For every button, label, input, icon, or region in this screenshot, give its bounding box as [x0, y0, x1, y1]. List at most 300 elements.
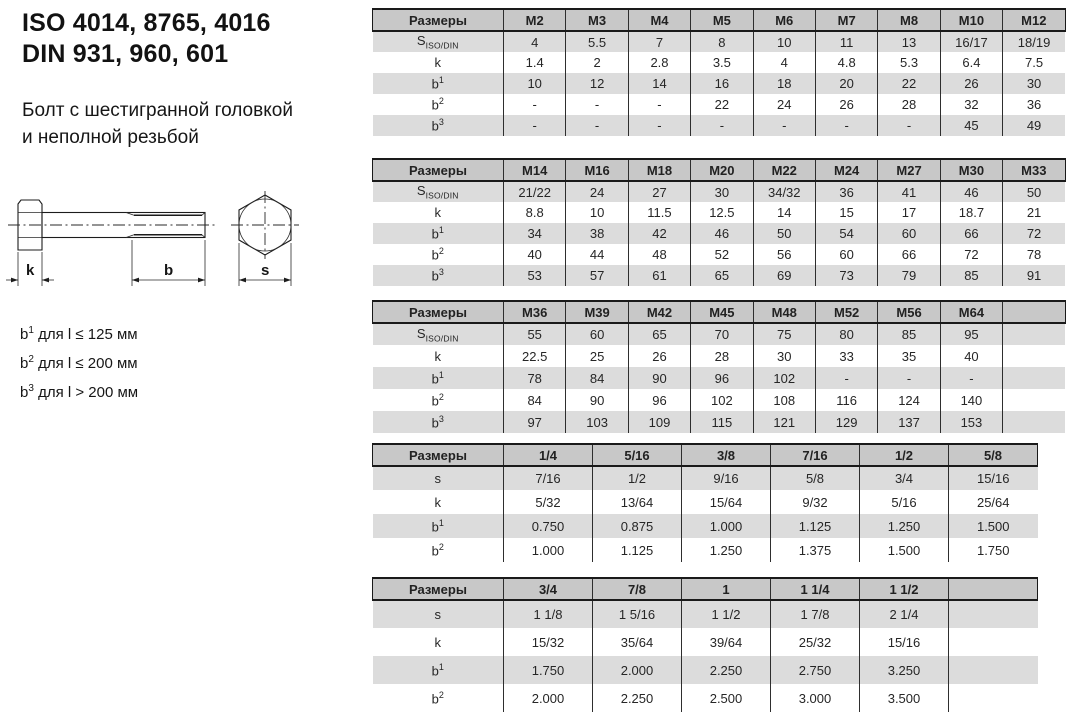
dimension-table-inch-34-112 — [372, 577, 1038, 712]
table-cell: 2.250 — [593, 684, 682, 712]
product-description — [22, 97, 367, 151]
table-cell: 5.3 — [878, 52, 940, 73]
table-cell: 5/8 — [771, 466, 860, 490]
table-cell: 49 — [1003, 115, 1065, 136]
table-cell: 61 — [628, 265, 690, 286]
table-cell: 57 — [566, 265, 628, 286]
table-cell: 1 1/8 — [504, 600, 593, 628]
table-header-cell: 5/16 — [593, 444, 682, 466]
dimension-table-inch-14-58 — [372, 443, 1038, 562]
table-cell: 11 — [815, 31, 877, 52]
table-cell: 95 — [940, 323, 1002, 345]
table-cell: 26 — [628, 345, 690, 367]
table-cell: 35/64 — [593, 628, 682, 656]
table-cell: 90 — [628, 367, 690, 389]
table-cell: 65 — [628, 323, 690, 345]
table-cell: 153 — [940, 411, 1002, 433]
product-description-line1: Болт с шестигранной головкой — [22, 100, 293, 121]
table-cell: 13 — [878, 31, 940, 52]
table-cell: 42 — [628, 223, 690, 244]
table-header-cell-empty — [1003, 301, 1065, 323]
table-cell: - — [878, 115, 940, 136]
table-header-cell: M6 — [753, 9, 815, 31]
dimension-k-label: k — [26, 262, 35, 279]
table-cell: 40 — [504, 244, 566, 265]
row-label: $b^2$ — [373, 94, 504, 115]
table-cell: 60 — [815, 244, 877, 265]
table-cell: 28 — [691, 345, 753, 367]
table-cell: 1.000 — [682, 514, 771, 538]
table-cell: 1.250 — [860, 514, 949, 538]
table-cell: 5/16 — [860, 490, 949, 514]
table-cell: 70 — [691, 323, 753, 345]
row-label: s — [373, 600, 504, 628]
table-cell: 15/32 — [504, 628, 593, 656]
table-cell — [1003, 367, 1065, 389]
table-cell: 1.250 — [682, 538, 771, 562]
table-cell: - — [628, 115, 690, 136]
table-cell: 53 — [504, 265, 566, 286]
arrowhead — [11, 278, 18, 283]
table-cell: 15/16 — [860, 628, 949, 656]
row-label: $b^2$ — [373, 244, 504, 265]
table-cell: 75 — [753, 323, 815, 345]
table-cell: 52 — [691, 244, 753, 265]
row-label: k — [373, 202, 504, 223]
bolt-technical-drawing — [2, 190, 322, 300]
table-row — [373, 490, 1038, 514]
table-header-cell: Размеры — [373, 159, 504, 181]
table-cell: 54 — [815, 223, 877, 244]
table-cell: 30 — [1003, 73, 1065, 94]
table-row — [373, 656, 1038, 684]
table-cell: 1 1/2 — [682, 600, 771, 628]
table-cell: 78 — [504, 367, 566, 389]
table-cell: 8 — [691, 31, 753, 52]
table-cell: 72 — [940, 244, 1002, 265]
dimension-b — [132, 240, 205, 286]
table-cell: 108 — [753, 389, 815, 411]
table-cell: 97 — [504, 411, 566, 433]
table-row — [373, 115, 1066, 136]
table-cell: 102 — [753, 367, 815, 389]
table-cell: 20 — [815, 73, 877, 94]
table-header-cell: M8 — [878, 9, 940, 31]
arrowhead — [284, 278, 291, 283]
table-cell: 24 — [753, 94, 815, 115]
table-cell: 18 — [753, 73, 815, 94]
table-cell: 14 — [628, 73, 690, 94]
table-cell: 30 — [753, 345, 815, 367]
table-cell: 85 — [940, 265, 1002, 286]
table-header-cell: M48 — [753, 301, 815, 323]
arrowhead — [132, 278, 139, 283]
table-cell: 5.5 — [566, 31, 628, 52]
table-cell: 78 — [1003, 244, 1065, 265]
table-header-cell: M33 — [1003, 159, 1065, 181]
table-cell: 3.500 — [860, 684, 949, 712]
table-cell: 2.000 — [593, 656, 682, 684]
arrowhead — [239, 278, 246, 283]
row-label: $b^3$ — [373, 115, 504, 136]
table-cell: 50 — [1003, 181, 1065, 202]
table-header-cell: 5/8 — [949, 444, 1038, 466]
table-cell: 36 — [1003, 94, 1065, 115]
table-cell: 1 5/16 — [593, 600, 682, 628]
row-label: $S_{ISO/DIN}$ — [373, 31, 504, 52]
table-header-row — [373, 301, 1066, 323]
row-label: k — [373, 490, 504, 514]
table-header-cell: M27 — [878, 159, 940, 181]
table-cell: 1.750 — [949, 538, 1038, 562]
table-header-cell: M12 — [1003, 9, 1065, 31]
table-header-cell: M7 — [815, 9, 877, 31]
table-cell: 1 7/8 — [771, 600, 860, 628]
table-cell: 24 — [566, 181, 628, 202]
table-cell: 2 — [566, 52, 628, 73]
table-cell: 22 — [691, 94, 753, 115]
table-cell: 96 — [691, 367, 753, 389]
table-cell: 1.000 — [504, 538, 593, 562]
table-row — [373, 323, 1066, 345]
table-header-cell: M5 — [691, 9, 753, 31]
table-cell: 55 — [504, 323, 566, 345]
table-cell: 46 — [940, 181, 1002, 202]
row-label: $b^1$ — [373, 73, 504, 94]
table-header-row — [373, 9, 1066, 31]
row-label: $b^2$ — [373, 538, 504, 562]
table-header-cell: M42 — [628, 301, 690, 323]
table-cell: 109 — [628, 411, 690, 433]
table-header-cell: M18 — [628, 159, 690, 181]
dimension-b-label: b — [164, 262, 174, 279]
table-cell: 40 — [940, 345, 1002, 367]
table-header-cell: 3/4 — [504, 578, 593, 600]
table-cell: 4 — [504, 31, 566, 52]
table-header-row — [373, 444, 1038, 466]
table-cell: 3.000 — [771, 684, 860, 712]
table-header-cell: 1 1/4 — [771, 578, 860, 600]
table-header-cell: Размеры — [373, 578, 504, 600]
thread-length-footnotes — [20, 318, 138, 405]
table-cell: 22 — [878, 73, 940, 94]
table-cell: 0.875 — [593, 514, 682, 538]
table-cell: 2.500 — [682, 684, 771, 712]
table-header-cell: 7/16 — [771, 444, 860, 466]
table-cell — [1003, 345, 1065, 367]
table-cell: 15/64 — [682, 490, 771, 514]
table-cell: 2.750 — [771, 656, 860, 684]
row-label: $b^3$ — [373, 265, 504, 286]
table-row — [373, 367, 1066, 389]
footnote-line: $b^1$ для l ≤ 125 мм — [20, 325, 138, 343]
table-cell: 22.5 — [504, 345, 566, 367]
table-header-cell: Размеры — [373, 301, 504, 323]
table-cell: 18/19 — [1003, 31, 1065, 52]
table-cell: 45 — [940, 115, 1002, 136]
table-cell: 44 — [566, 244, 628, 265]
table-cell: 15 — [815, 202, 877, 223]
table-cell: 90 — [566, 389, 628, 411]
table-header-cell: M3 — [566, 9, 628, 31]
table-header-cell: M2 — [504, 9, 566, 31]
table-header-cell: 3/8 — [682, 444, 771, 466]
table-header-cell: M4 — [628, 9, 690, 31]
table-cell: 25 — [566, 345, 628, 367]
table-cell: 16 — [691, 73, 753, 94]
table-cell — [949, 684, 1038, 712]
table-cell: 7.5 — [1003, 52, 1065, 73]
table-header-cell: Размеры — [373, 9, 504, 31]
table-header-cell: M16 — [566, 159, 628, 181]
bolt-end-view — [231, 191, 299, 259]
table-cell: 4.8 — [815, 52, 877, 73]
row-label: $S_{ISO/DIN}$ — [373, 323, 504, 345]
table-cell: 79 — [878, 265, 940, 286]
row-label: $S_{ISO/DIN}$ — [373, 181, 504, 202]
table-row — [373, 600, 1038, 628]
table-cell: 11.5 — [628, 202, 690, 223]
table-cell: 84 — [504, 389, 566, 411]
table-header-cell: 1 — [682, 578, 771, 600]
table-cell: - — [815, 367, 877, 389]
table-row — [373, 345, 1066, 367]
table-cell: 21/22 — [504, 181, 566, 202]
table-cell — [949, 628, 1038, 656]
table-cell: 39/64 — [682, 628, 771, 656]
table-cell: 1/2 — [593, 466, 682, 490]
table-cell — [949, 656, 1038, 684]
table-cell: 129 — [815, 411, 877, 433]
table-cell — [1003, 323, 1065, 345]
table-cell: 80 — [815, 323, 877, 345]
table-cell: 102 — [691, 389, 753, 411]
table-cell: 2 1/4 — [860, 600, 949, 628]
table-header-cell-empty — [949, 578, 1038, 600]
table-cell: 4 — [753, 52, 815, 73]
table-cell: 121 — [753, 411, 815, 433]
row-label: $b^2$ — [373, 684, 504, 712]
table-header-cell: 1/4 — [504, 444, 593, 466]
table-cell: 33 — [815, 345, 877, 367]
table-cell: 21 — [1003, 202, 1065, 223]
table-cell: 7 — [628, 31, 690, 52]
table-cell: - — [504, 94, 566, 115]
table-header-cell: M24 — [815, 159, 877, 181]
table-cell: 3.5 — [691, 52, 753, 73]
table-cell: 10 — [566, 202, 628, 223]
table-row — [373, 411, 1066, 433]
row-label: $b^1$ — [373, 223, 504, 244]
table-cell: - — [566, 94, 628, 115]
table-cell: 140 — [940, 389, 1002, 411]
standard-title-iso: ISO 4014, 8765, 4016 — [22, 9, 271, 37]
table-row — [373, 94, 1066, 115]
table-row — [373, 466, 1038, 490]
table-cell: 38 — [566, 223, 628, 244]
table-cell: 65 — [691, 265, 753, 286]
table-cell: 66 — [940, 223, 1002, 244]
table-cell — [1003, 389, 1065, 411]
table-cell: - — [566, 115, 628, 136]
table-cell: 73 — [815, 265, 877, 286]
bolt-side-view — [8, 200, 215, 250]
table-cell: 1.750 — [504, 656, 593, 684]
table-cell: 1.125 — [771, 514, 860, 538]
table-cell: 69 — [753, 265, 815, 286]
table-cell: 25/32 — [771, 628, 860, 656]
table-row — [373, 73, 1066, 94]
table-cell: 16/17 — [940, 31, 1002, 52]
table-cell: 115 — [691, 411, 753, 433]
row-label: s — [373, 466, 504, 490]
standard-title-din: DIN 931, 960, 601 — [22, 40, 229, 68]
table-cell: 2.250 — [682, 656, 771, 684]
document-header — [22, 8, 367, 151]
table-cell: 1.500 — [949, 514, 1038, 538]
table-cell: 1.500 — [860, 538, 949, 562]
table-cell: - — [815, 115, 877, 136]
table-cell: 36 — [815, 181, 877, 202]
table-cell: 12 — [566, 73, 628, 94]
table-row — [373, 223, 1066, 244]
table-cell: 116 — [815, 389, 877, 411]
table-cell: - — [940, 367, 1002, 389]
table-cell: 26 — [940, 73, 1002, 94]
table-cell: 8.8 — [504, 202, 566, 223]
table-cell: 50 — [753, 223, 815, 244]
table-cell: 13/64 — [593, 490, 682, 514]
table-cell: 2.8 — [628, 52, 690, 73]
table-cell: - — [753, 115, 815, 136]
table-row — [373, 684, 1038, 712]
table-cell: 34/32 — [753, 181, 815, 202]
row-label: k — [373, 345, 504, 367]
table-header-cell: M22 — [753, 159, 815, 181]
table-cell: 85 — [878, 323, 940, 345]
table-header-cell: M56 — [878, 301, 940, 323]
table-cell: 48 — [628, 244, 690, 265]
table-header-cell: M30 — [940, 159, 1002, 181]
table-cell: 27 — [628, 181, 690, 202]
table-cell: 30 — [691, 181, 753, 202]
table-row — [373, 31, 1066, 52]
table-cell: 34 — [504, 223, 566, 244]
arrowhead — [198, 278, 205, 283]
table-cell: 26 — [815, 94, 877, 115]
table-cell: 103 — [566, 411, 628, 433]
table-cell: 17 — [878, 202, 940, 223]
table-row — [373, 52, 1066, 73]
table-row — [373, 181, 1066, 202]
table-header-row — [373, 578, 1038, 600]
table-cell: - — [691, 115, 753, 136]
product-description-line2: и неполной резьбой — [22, 127, 199, 148]
bolt-drawing-svg — [2, 190, 322, 300]
table-cell: 1.125 — [593, 538, 682, 562]
table-cell: 46 — [691, 223, 753, 244]
table-cell: 7/16 — [504, 466, 593, 490]
arrowhead — [42, 278, 49, 283]
table-cell: 72 — [1003, 223, 1065, 244]
table-cell — [1003, 411, 1065, 433]
table-cell: 3.250 — [860, 656, 949, 684]
table-header-cell: M36 — [504, 301, 566, 323]
table-cell: 12.5 — [691, 202, 753, 223]
dimension-s-label: s — [261, 262, 270, 279]
table-row — [373, 265, 1066, 286]
row-label: $b^1$ — [373, 656, 504, 684]
table-cell: 3/4 — [860, 466, 949, 490]
table-cell: - — [878, 367, 940, 389]
dimension-k — [6, 252, 54, 286]
table-row — [373, 538, 1038, 562]
table-cell: 1.4 — [504, 52, 566, 73]
table-header-cell: 1 1/2 — [860, 578, 949, 600]
table-cell: 56 — [753, 244, 815, 265]
table-row — [373, 514, 1038, 538]
table-header-cell: M64 — [940, 301, 1002, 323]
table-row — [373, 628, 1038, 656]
table-header-cell: M39 — [566, 301, 628, 323]
dimension-table-metric-m14-m33 — [372, 158, 1066, 286]
row-label: k — [373, 628, 504, 656]
table-cell: 6.4 — [940, 52, 1002, 73]
table-cell: - — [504, 115, 566, 136]
table-header-cell: 1/2 — [860, 444, 949, 466]
table-cell: 15/16 — [949, 466, 1038, 490]
table-header-cell: M45 — [691, 301, 753, 323]
table-cell: 66 — [878, 244, 940, 265]
table-cell: 1.375 — [771, 538, 860, 562]
table-row — [373, 389, 1066, 411]
table-cell: 25/64 — [949, 490, 1038, 514]
table-cell — [949, 600, 1038, 628]
table-cell: 35 — [878, 345, 940, 367]
table-cell: 124 — [878, 389, 940, 411]
row-label: $b^1$ — [373, 514, 504, 538]
row-label: $b^2$ — [373, 389, 504, 411]
table-header-cell: M20 — [691, 159, 753, 181]
table-cell: 28 — [878, 94, 940, 115]
table-cell: 91 — [1003, 265, 1065, 286]
table-cell: 41 — [878, 181, 940, 202]
row-label: k — [373, 52, 504, 73]
dimension-table-metric-m36-m64 — [372, 300, 1066, 433]
table-header-cell: Размеры — [373, 444, 504, 466]
table-header-cell: M52 — [815, 301, 877, 323]
table-cell: 9/32 — [771, 490, 860, 514]
table-header-cell: M14 — [504, 159, 566, 181]
dimension-table-metric-m2-m12 — [372, 8, 1066, 136]
table-cell: 32 — [940, 94, 1002, 115]
table-cell: 10 — [504, 73, 566, 94]
table-cell: 137 — [878, 411, 940, 433]
table-cell: 14 — [753, 202, 815, 223]
table-cell: 9/16 — [682, 466, 771, 490]
table-cell: 5/32 — [504, 490, 593, 514]
table-cell: 0.750 — [504, 514, 593, 538]
table-header-cell: 7/8 — [593, 578, 682, 600]
row-label: $b^3$ — [373, 411, 504, 433]
table-cell: 84 — [566, 367, 628, 389]
row-label: $b^1$ — [373, 367, 504, 389]
table-row — [373, 244, 1066, 265]
table-cell: - — [628, 94, 690, 115]
table-cell: 10 — [753, 31, 815, 52]
table-cell: 2.000 — [504, 684, 593, 712]
table-header-row — [373, 159, 1066, 181]
